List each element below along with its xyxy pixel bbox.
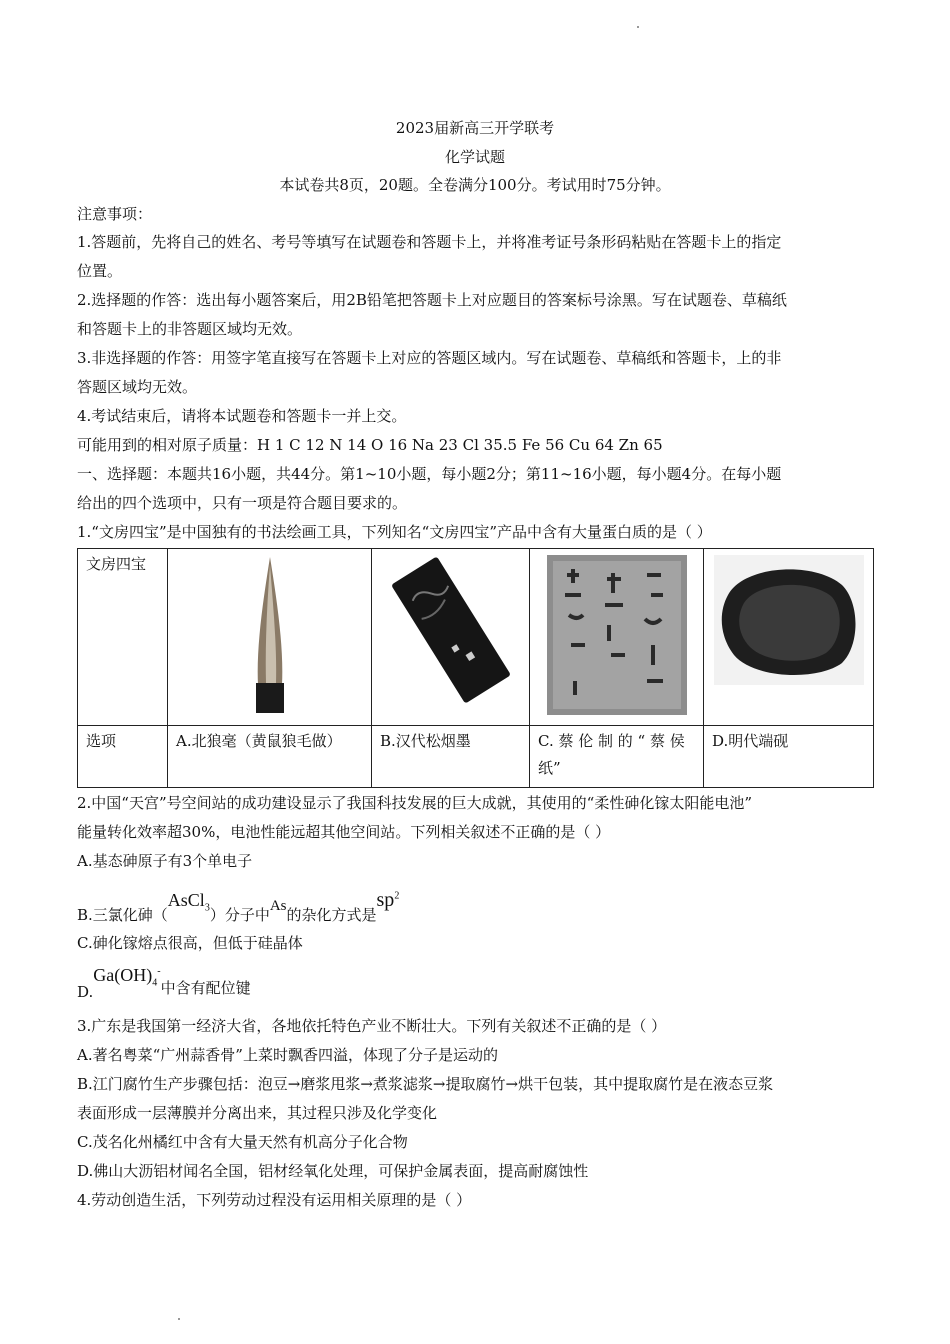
q2-option-c: C.砷化镓熔点很高，但低于硅晶体 [77, 934, 303, 952]
paper-image [547, 555, 687, 715]
notice-3b: 答题区域均无效。 [77, 378, 198, 396]
q2-option-a: A.基态砷原子有3个单电子 [77, 852, 253, 870]
q3-option-b2: 表面形成一层薄膜并分离出来，其过程只涉及化学变化 [77, 1104, 438, 1122]
exam-title: 2023届新高三开学联考 [395, 119, 555, 137]
as-symbol: As [269, 897, 287, 914]
q3-option-c: C.茂名化州橘红中含有大量天然有机高分子化合物 [77, 1133, 408, 1151]
q3-option-a: A.著名粤菜“广州蒜香骨”上菜时飘香四溢，体现了分子是运动的 [77, 1046, 498, 1064]
page-dot-bottom [178, 1318, 180, 1320]
notice-heading: 注意事项： [77, 205, 153, 223]
exam-meta: 本试卷共8页，20题。全卷满分100分。考试用时75分钟。 [279, 176, 671, 194]
notice-2a: 2.选择题的作答：选出每小题答案后，用2B铅笔把答题卡上对应题目的答案标号涂黑。写在试题卷、草稿纸 [77, 291, 787, 309]
page-dot-top [637, 26, 639, 28]
ink-stick-image [386, 555, 516, 705]
sp2-formula: $sp^2$ [376, 888, 400, 911]
option-c-line2: 纸” [538, 759, 561, 777]
q2-stem-a: 2.中国“天宫”号空间站的成功建设显示了我国科技发展的巨大成就，其使用的“柔性砷化镓太阳能电池” [77, 794, 752, 812]
option-b: B.汉代松烟墨 [372, 726, 530, 788]
q2-option-b [77, 886, 399, 926]
inkstone-cell [704, 549, 874, 726]
option-d: D.明代端砚 [704, 726, 874, 788]
notice-4: 4.考试结束后，请将本试题卷和答题卡一并上交。 [77, 407, 407, 425]
q2-d-pre: D. [77, 983, 94, 1001]
row1-label: 文房四宝 [78, 549, 168, 726]
q2-stem-b: 能量转化效率超30%，电池性能远超其他空间站。下列相关叙述不正确的是（ ） [77, 823, 611, 841]
notice-1a: 1.答题前，先将自己的姓名、考号等填写在试题卷和答题卡上，并将准考证号条形码粘贴在答题卡上的指定 [77, 233, 782, 251]
inkstone-image [714, 555, 864, 685]
ascl3-formula: AsCl$_3$ [167, 889, 210, 914]
atomic-masses: 可能用到的相对原子质量：H 1 C 12 N 14 O 16 Na 23 Cl 35.5 Fe 56 Cu 64 Zn 65 [77, 436, 663, 454]
q3-stem: 3.广东是我国第一经济大省，各地依托特色产业不断壮大。下列有关叙述不正确的是（ ） [77, 1017, 667, 1035]
exam-subject: 化学试题 [444, 148, 505, 166]
notice-2b: 和答题卡上的非答题区域均无效。 [77, 320, 303, 338]
notice-1b: 位置。 [77, 262, 123, 280]
row2-label: 选项 [78, 726, 168, 788]
q3-option-b1: B.江门腐竹生产步骤包括：泡豆→磨浆甩浆→煮浆滤浆→提取腐竹→烘干包装，其中提取腐竹是在液态豆浆 [77, 1075, 774, 1093]
gaoh4-formula: $Ga(OH)_4^-$ [93, 965, 161, 989]
q2-option-d [77, 962, 251, 1002]
option-c [530, 726, 704, 788]
option-c-line1: C. 蔡 伦 制 的 “ 蔡 侯 [538, 732, 685, 750]
q2-b-pre: B.三氯化砷（ [77, 905, 168, 924]
q2-d-post: 中含有配位键 [160, 979, 251, 997]
section1-line1: 一、选择题：本题共16小题，共44分。第1~10小题，每小题2分；第11~16小题，每小题4分。在每小题 [77, 465, 782, 483]
q3-option-d: D.佛山大沥铝材闻名全国，铝材经氧化处理，可保护金属表面，提高耐腐蚀性 [77, 1162, 589, 1180]
ink-cell [372, 549, 530, 726]
q2-b-mid2: 的杂化方式是 [286, 905, 377, 924]
q1-stem: 1.“文房四宝”是中国独有的书法绘画工具，下列知名“文房四宝”产品中含有大量蛋白质的是（ ） [77, 523, 712, 541]
notice-3a: 3.非选择题的作答：用签字笔直接写在答题卡上对应的答题区域内。写在试题卷、草稿纸和答题卡，上的非 [77, 349, 782, 367]
option-a: A.北狼毫（黄鼠狼毛做） [168, 726, 372, 788]
paper-cell [530, 549, 704, 726]
q1-table [77, 548, 874, 788]
q2-b-mid: ）分子中 [209, 905, 270, 924]
q4-stem: 4.劳动创造生活，下列劳动过程没有运用相关原理的是（ ） [77, 1191, 472, 1209]
brush-image [240, 555, 300, 715]
brush-cell [168, 549, 372, 726]
section1-line2: 给出的四个选项中，只有一项是符合题目要求的。 [77, 494, 408, 512]
